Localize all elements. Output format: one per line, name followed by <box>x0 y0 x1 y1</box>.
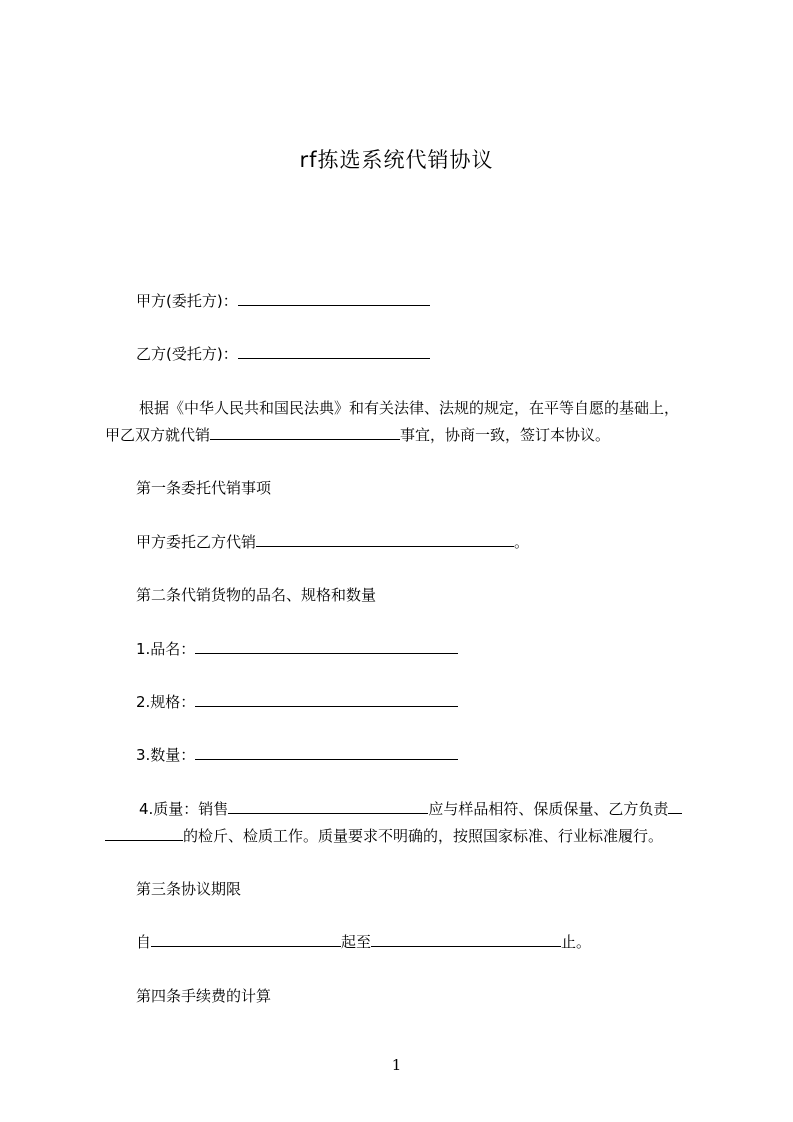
article-1-heading: 第一条委托代销事项 <box>136 479 272 497</box>
item-quantity-blank <box>195 745 458 760</box>
period-from-label: 自 <box>136 933 152 951</box>
consigned-goods-blank <box>256 532 514 547</box>
item-quality-line-2 <box>105 826 663 846</box>
period-line <box>136 932 591 952</box>
item-name-blank <box>195 639 458 654</box>
quality-goods-blank <box>228 799 428 814</box>
article-1-text <box>136 532 529 552</box>
intro-line-1: 根据《中华人民共和国民法典》和有关法律、法规的规定，在平等自愿的基础上， <box>139 399 680 417</box>
item-quantity-line <box>136 745 458 765</box>
intro-line-2-start: 甲乙双方就代销 <box>105 426 211 444</box>
start-date-blank <box>151 932 341 947</box>
item-quality-start: 4.质量：销售 <box>139 800 229 818</box>
page-number: 1 <box>391 1056 402 1074</box>
party-a-line <box>136 291 430 311</box>
item-quality-line-1 <box>139 799 682 819</box>
party-b-blank <box>238 344 430 359</box>
period-to-label: 起至 <box>341 933 372 951</box>
article-1-text-end: 。 <box>514 533 530 551</box>
item-quantity-label: 3.数量： <box>136 746 196 764</box>
consignment-subject-blank <box>210 425 400 440</box>
intro-line-2 <box>105 425 610 445</box>
intro-line-2-end: 事宜，协商一致，签订本协议。 <box>400 426 611 444</box>
party-a-blank <box>238 291 430 306</box>
quality-responsibility-blank-end <box>105 826 183 841</box>
article-1-text-start: 甲方委托乙方代销 <box>136 533 257 551</box>
item-spec-blank <box>195 692 458 707</box>
item-quality-middle: 应与样品相符、保质保量、乙方负责 <box>428 800 669 818</box>
end-date-blank <box>371 932 561 947</box>
party-b-line <box>136 344 430 364</box>
period-end-label: 止。 <box>561 933 592 951</box>
party-b-label: 乙方(受托方)： <box>136 345 238 363</box>
party-a-label: 甲方(委托方)： <box>136 292 238 310</box>
quality-responsibility-blank-start <box>668 799 682 814</box>
document-title: rf拣选系统代销协议 <box>299 148 494 172</box>
item-spec-line <box>136 692 458 712</box>
article-4-heading: 第四条手续费的计算 <box>136 987 272 1005</box>
article-2-heading: 第二条代销货物的品名、规格和数量 <box>136 586 377 604</box>
item-spec-label: 2.规格： <box>136 693 196 711</box>
article-3-heading: 第三条协议期限 <box>136 880 242 898</box>
item-name-line <box>136 639 458 659</box>
item-quality-end: 的检斤、检质工作。质量要求不明确的，按照国家标准、行业标准履行。 <box>183 827 664 845</box>
item-name-label: 1.品名： <box>136 640 196 658</box>
